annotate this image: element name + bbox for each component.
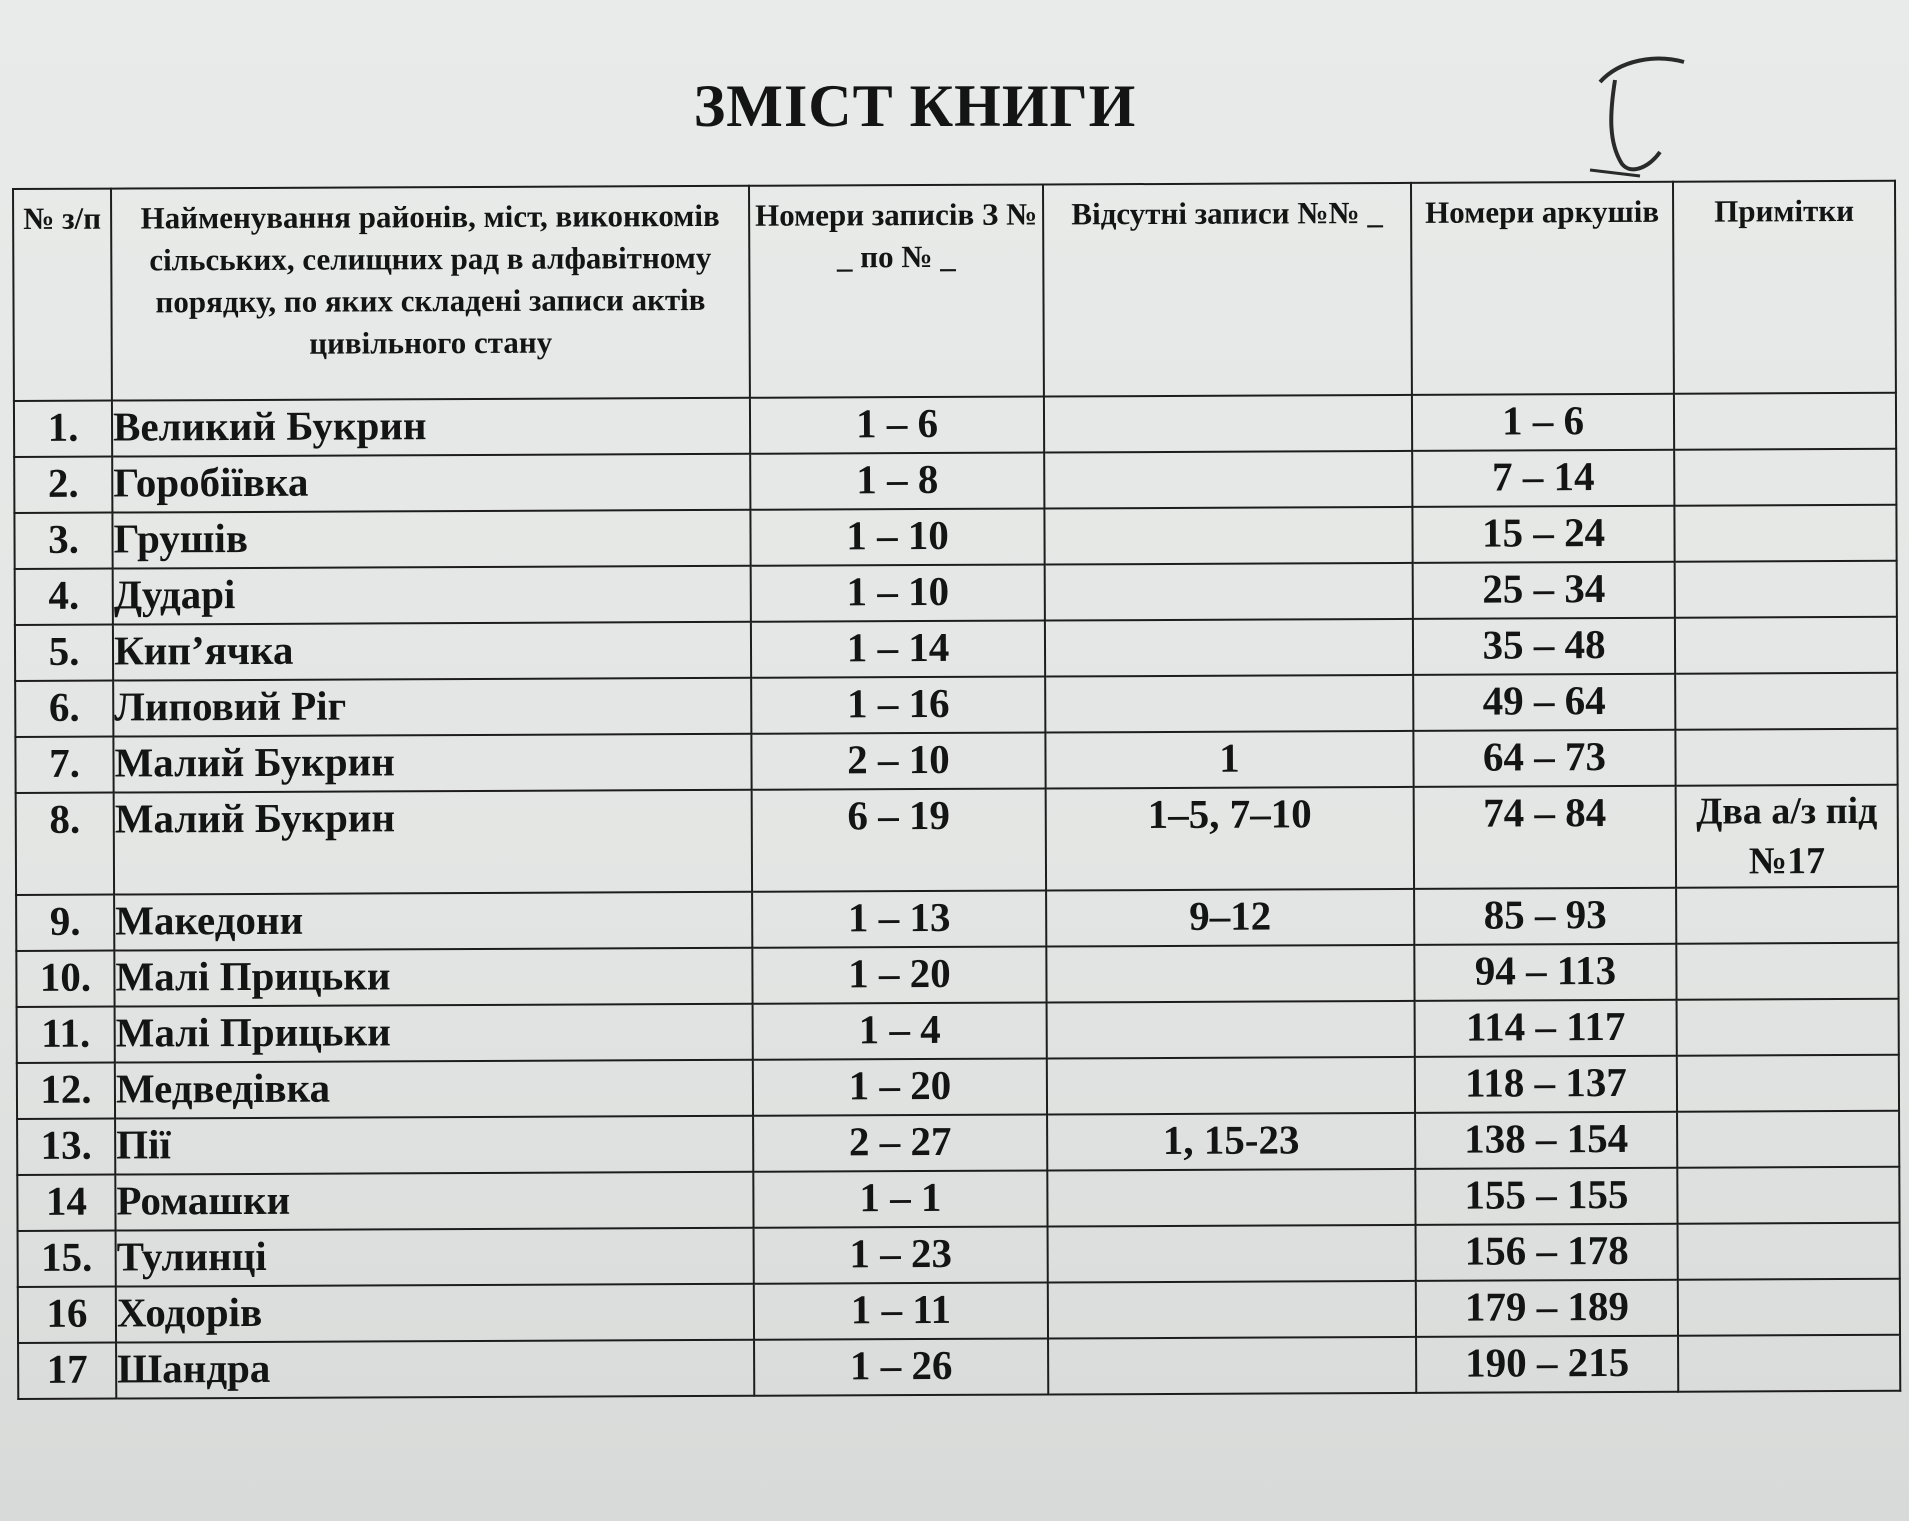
row-sheets: 118 – 137 [1415, 1056, 1677, 1113]
row-sheets: 35 – 48 [1413, 618, 1675, 675]
handwritten-mark-icon [1580, 52, 1690, 182]
header-sheets: Номери аркушів [1411, 182, 1674, 395]
row-name: Дударі [113, 566, 751, 625]
row-missing [1044, 507, 1412, 565]
table-row [14, 393, 1896, 457]
row-missing: 9–12 [1046, 889, 1414, 947]
row-number: 12. [17, 1063, 115, 1119]
row-number: 13. [17, 1119, 115, 1175]
header-records: Номери записів З № _ по № _ [749, 185, 1044, 398]
row-sheets: 114 – 117 [1415, 1000, 1677, 1057]
row-name: Малий Букрин [114, 790, 752, 895]
header-name: Найменування районів, міст, виконкомів сільських, селищних рад в алфавітному порядку, по яких складені записи актів цивільного стану [111, 186, 750, 401]
row-name: Тулинці [116, 1228, 754, 1287]
row-name: Малі Прицьки [114, 948, 752, 1007]
row-records: 1 – 10 [750, 508, 1044, 565]
row-sheets: 155 – 155 [1415, 1168, 1677, 1225]
row-missing [1045, 563, 1413, 621]
table-row [14, 505, 1896, 569]
row-number: 15. [18, 1231, 116, 1287]
row-sheets: 85 – 93 [1414, 888, 1676, 945]
row-records: 1 – 13 [752, 890, 1046, 947]
table-row [17, 999, 1899, 1063]
header-row [13, 181, 1896, 401]
row-missing: 1–5, 7–10 [1046, 787, 1414, 891]
table-row [17, 1055, 1899, 1119]
row-records: 1 – 14 [751, 620, 1045, 677]
row-missing [1046, 945, 1414, 1003]
row-number: 10. [16, 951, 114, 1007]
row-name: Горобіївка [112, 454, 750, 513]
row-missing [1047, 1057, 1415, 1115]
table-row [16, 887, 1898, 951]
row-sheets: 7 – 14 [1412, 450, 1674, 507]
row-missing [1044, 451, 1412, 509]
row-notes [1678, 1223, 1900, 1280]
row-notes [1678, 1279, 1900, 1336]
row-name: Грушів [112, 510, 750, 569]
row-number: 8. [16, 793, 114, 895]
row-name: Ходорів [116, 1284, 754, 1343]
row-sheets: 74 – 84 [1414, 786, 1676, 889]
row-records: 1 – 4 [753, 1002, 1047, 1059]
row-notes [1674, 449, 1896, 506]
header-missing: Відсутні записи №№ _ [1043, 183, 1412, 397]
row-notes: Два а/з під №17 [1676, 785, 1898, 888]
row-notes [1675, 617, 1897, 674]
row-sheets: 156 – 178 [1416, 1224, 1678, 1281]
row-notes [1677, 1111, 1899, 1168]
row-records: 1 – 26 [754, 1338, 1048, 1395]
row-records: 1 – 6 [750, 396, 1044, 453]
row-name: Великий Букрин [112, 398, 750, 457]
row-sheets: 179 – 189 [1416, 1280, 1678, 1337]
row-sheets: 49 – 64 [1413, 674, 1675, 731]
row-records: 1 – 11 [754, 1282, 1048, 1339]
table-row [15, 617, 1897, 681]
row-name: Ромашки [115, 1172, 753, 1231]
row-number: 5. [15, 625, 113, 681]
row-missing: 1 [1045, 731, 1413, 789]
contents-table [12, 180, 1901, 1400]
row-records: 2 – 27 [753, 1114, 1047, 1171]
row-notes [1678, 1335, 1900, 1392]
row-name: Малий Букрин [113, 734, 751, 793]
table-row [15, 561, 1897, 625]
table-row [16, 785, 1898, 895]
page-title: ЗМІСТ КНИГИ [693, 73, 1137, 139]
table-row [17, 1111, 1899, 1175]
table-row [14, 449, 1896, 513]
row-records: 1 – 20 [752, 946, 1046, 1003]
row-missing: 1, 15-23 [1047, 1113, 1415, 1171]
row-number: 6. [15, 681, 113, 737]
table-row [18, 1335, 1900, 1399]
row-sheets: 15 – 24 [1412, 506, 1674, 563]
row-number: 3. [14, 513, 112, 569]
row-number: 2. [14, 457, 112, 513]
row-number: 4. [15, 569, 113, 625]
row-records: 2 – 10 [751, 732, 1045, 789]
row-notes [1675, 561, 1897, 618]
row-number: 9. [16, 895, 114, 951]
row-name: Шандра [116, 1340, 754, 1399]
row-number: 16 [18, 1287, 116, 1343]
row-name: Малі Прицьки [115, 1004, 753, 1063]
row-records: 6 – 19 [752, 788, 1046, 891]
row-name: Медведівка [115, 1060, 753, 1119]
row-records: 1 – 23 [754, 1226, 1048, 1283]
row-missing [1047, 1169, 1415, 1227]
row-missing [1047, 1001, 1415, 1059]
table-row [17, 1167, 1899, 1231]
row-records: 1 – 20 [753, 1058, 1047, 1115]
row-number: 11. [17, 1007, 115, 1063]
row-sheets: 190 – 215 [1416, 1336, 1678, 1393]
table-row [15, 729, 1897, 793]
row-missing [1044, 395, 1412, 453]
row-notes [1674, 505, 1896, 562]
row-notes [1677, 1167, 1899, 1224]
row-notes [1677, 999, 1899, 1056]
row-notes [1676, 943, 1898, 1000]
row-missing [1048, 1337, 1416, 1395]
header-no: № з/п [13, 189, 112, 401]
row-notes [1677, 1055, 1899, 1112]
row-sheets: 1 – 6 [1412, 394, 1674, 451]
row-notes [1674, 393, 1896, 450]
row-notes [1675, 673, 1897, 730]
row-records: 1 – 10 [751, 564, 1045, 621]
row-number: 17 [18, 1343, 116, 1399]
row-notes [1675, 729, 1897, 786]
row-name: Кип’ячка [113, 622, 751, 681]
row-missing [1045, 675, 1413, 733]
table-row [18, 1223, 1900, 1287]
row-missing [1048, 1281, 1416, 1339]
row-number: 14 [17, 1175, 115, 1231]
row-notes [1676, 887, 1898, 944]
row-sheets: 138 – 154 [1415, 1112, 1677, 1169]
table-row [18, 1279, 1900, 1343]
row-records: 1 – 8 [750, 452, 1044, 509]
row-records: 1 – 1 [753, 1170, 1047, 1227]
row-number: 1. [14, 401, 112, 457]
table-row [16, 943, 1898, 1007]
row-number: 7. [15, 737, 113, 793]
row-name: Македони [114, 892, 752, 951]
header-notes: Примітки [1673, 181, 1896, 394]
row-sheets: 25 – 34 [1413, 562, 1675, 619]
row-missing [1048, 1225, 1416, 1283]
row-sheets: 64 – 73 [1413, 730, 1675, 787]
table-row [15, 673, 1897, 737]
row-name: Пії [115, 1116, 753, 1175]
row-records: 1 – 16 [751, 676, 1045, 733]
row-missing [1045, 619, 1413, 677]
row-sheets: 94 – 113 [1414, 944, 1676, 1001]
row-name: Липовий Ріг [113, 678, 751, 737]
